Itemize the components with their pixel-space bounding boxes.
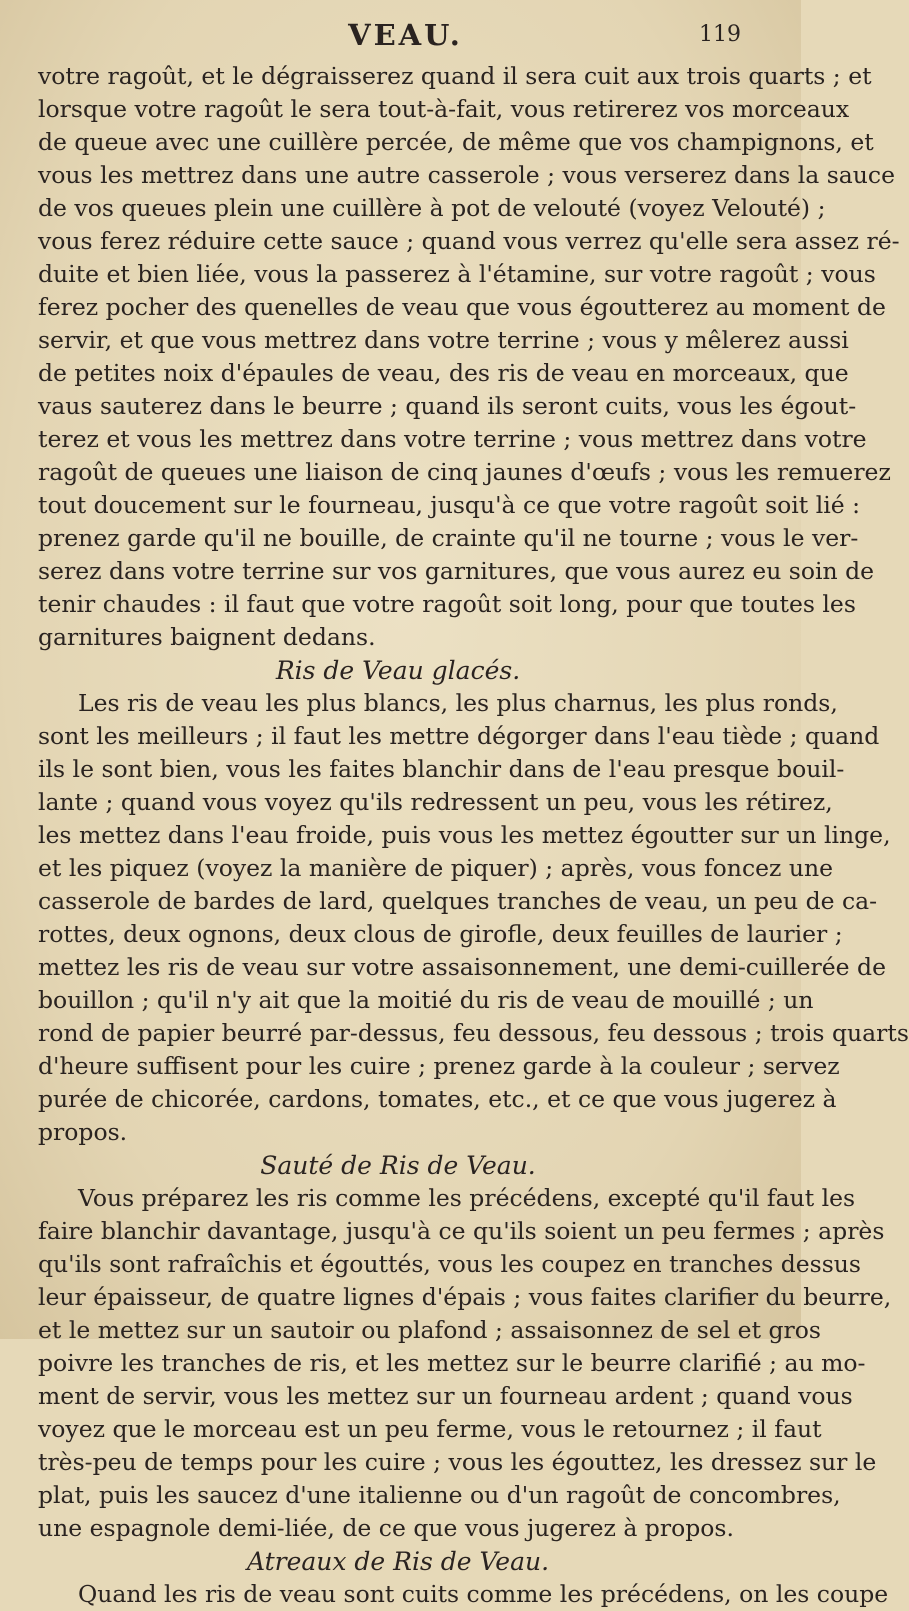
- text-line: vous les mettrez dans une autre casserole ; vous verserez dans la sauce: [38, 161, 895, 189]
- text-line: de queue avec une cuillère percée, de même que vos champignons, et: [38, 128, 874, 156]
- text-line: de vos queues plein une cuillère à pot de velouté (voyez Velouté) ;: [38, 194, 826, 222]
- text-line: purée de chicorée, cardons, tomates, etc., et ce que vous jugerez à: [38, 1085, 837, 1113]
- text-line: rond de papier beurré par-dessus, feu dessous, feu dessous ; trois quarts: [38, 1019, 909, 1047]
- text-line: sont les meilleurs ; il faut les mettre dégorger dans l'eau tiède ; quand: [38, 722, 880, 750]
- text-line: terez et vous les mettrez dans votre terrine ; vous mettrez dans votre: [38, 425, 867, 453]
- page-header: [70, 18, 741, 58]
- text-line: ragoût de queues une liaison de cinq jaunes d'œufs ; vous les remuerez: [38, 458, 891, 486]
- text-line: Vous préparez les ris comme les précédens, excepté qu'il faut les: [78, 1184, 856, 1212]
- text-line: garnitures baignent dedans.: [38, 623, 376, 651]
- text-line: mettez les ris de veau sur votre assaisonnement, une demi-cuillerée de: [38, 953, 886, 981]
- text-line: faire blanchir davantage, jusqu'à ce qu'ils soient un peu fermes ; après: [38, 1217, 885, 1245]
- text-line: très-peu de temps pour les cuire ; vous les égouttez, les dressez sur le: [38, 1448, 877, 1476]
- text-line: servir, et que vous mettrez dans votre terrine ; vous y mêlerez aussi: [38, 326, 849, 354]
- running-title: VEAU.: [348, 18, 463, 52]
- text-line: et les piquez (voyez la manière de piquer) ; après, vous foncez une: [38, 854, 834, 882]
- text-line: ils le sont bien, vous les faites blanchir dans de l'eau presque bouil-: [38, 755, 845, 783]
- text-line: lante ; quand vous voyez qu'ils redressent un peu, vous les rétirez,: [38, 788, 833, 816]
- text-line: Les ris de veau les plus blancs, les plus charnus, les plus ronds,: [78, 689, 838, 717]
- text-line: ferez pocher des quenelles de veau que vous égoutterez au moment de: [38, 293, 886, 321]
- text-line: vaus sauterez dans le beurre ; quand ils seront cuits, vous les égout-: [38, 392, 857, 420]
- text-line: rottes, deux ognons, deux clous de girofle, deux feuilles de laurier ;: [38, 920, 843, 948]
- text-line: bouillon ; qu'il n'y ait que la moitié du ris de veau de mouillé ; un: [38, 986, 814, 1014]
- text-line: lorsque votre ragoût le sera tout-à-fait, vous retirerez vos morceaux: [38, 95, 850, 123]
- text-line: tout doucement sur le fourneau, jusqu'à ce que votre ragoût soit lié :: [38, 491, 861, 519]
- body-text: [38, 60, 909, 1611]
- section-heading: Atreaux de Ris de Veau.: [246, 1547, 550, 1576]
- text-line: voyez que le morceau est un peu ferme, vous le retournez ; il faut: [38, 1415, 822, 1443]
- text-line: propos.: [38, 1118, 128, 1146]
- text-line: de petites noix d'épaules de veau, des ris de veau en morceaux, que: [38, 359, 849, 387]
- text-line: d'heure suffisent pour les cuire ; prenez garde à la couleur ; servez: [38, 1052, 840, 1080]
- text-line: prenez garde qu'il ne bouille, de crainte qu'il ne tourne ; vous le ver-: [38, 524, 859, 552]
- text-line: qu'ils sont rafraîchis et égouttés, vous les coupez en tranches dessus: [38, 1250, 861, 1278]
- text-line: tenir chaudes : il faut que votre ragoût soit long, pour que toutes les: [38, 590, 856, 618]
- text-line: casserole de bardes de lard, quelques tranches de veau, un peu de ca-: [38, 887, 878, 915]
- text-line: vous ferez réduire cette sauce ; quand vous verrez qu'elle sera assez ré-: [38, 227, 900, 255]
- text-line: Quand les ris de veau sont cuits comme les précédens, on les coupe: [78, 1580, 889, 1608]
- text-line: et le mettez sur un sautoir ou plafond ; assaisonnez de sel et gros: [38, 1316, 821, 1344]
- text-line: serez dans votre terrine sur vos garnitures, que vous aurez eu soin de: [38, 557, 875, 585]
- text-line: plat, puis les saucez d'une italienne ou d'un ragoût de concombres,: [38, 1481, 841, 1509]
- section-heading: Sauté de Ris de Veau.: [260, 1151, 536, 1180]
- text-line: poivre les tranches de ris, et les mettez sur le beurre clarifié ; au mo-: [38, 1349, 866, 1377]
- text-line: votre ragoût, et le dégraisserez quand il sera cuit aux trois quarts ; et: [38, 62, 872, 90]
- text-line: ment de servir, vous les mettez sur un fourneau ardent ; quand vous: [38, 1382, 853, 1410]
- text-line: les mettez dans l'eau froide, puis vous les mettez égoutter sur un linge,: [38, 821, 891, 849]
- text-line: duite et bien liée, vous la passerez à l'étamine, sur votre ragoût ; vous: [38, 260, 876, 288]
- text-line: une espagnole demi-liée, de ce que vous jugerez à propos.: [38, 1514, 734, 1542]
- text-line: leur épaisseur, de quatre lignes d'épais ; vous faites clarifier du beurre,: [38, 1283, 892, 1311]
- page-number: 119: [699, 22, 741, 47]
- section-heading: Ris de Veau glacés.: [275, 656, 521, 685]
